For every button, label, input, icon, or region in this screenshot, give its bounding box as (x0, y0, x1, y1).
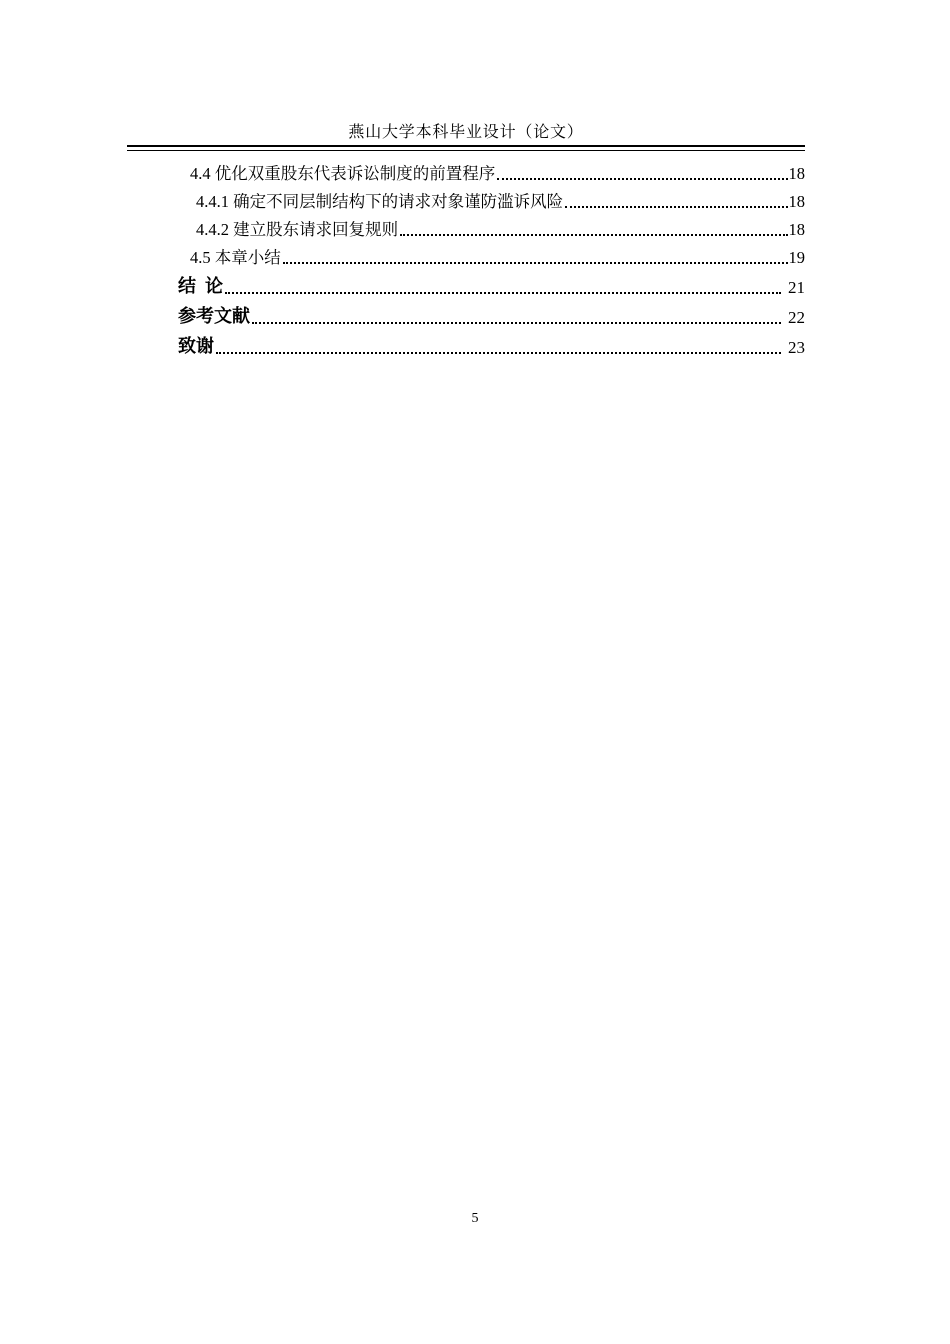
toc-entry[interactable] (127, 184, 805, 212)
toc-entry[interactable] (127, 268, 805, 298)
toc-entry-label: 4.4.2 建立股东请求回复规则 (196, 220, 399, 239)
dot-leader (252, 320, 781, 324)
dot-leader (400, 232, 787, 236)
toc-entry-label: 结 论 (178, 276, 223, 296)
dot-leader (565, 204, 787, 208)
dot-leader (283, 260, 788, 264)
toc-entry-label: 4.4.1 确定不同层制结构下的请求对象谨防滥诉风险 (196, 192, 564, 211)
toc-entry-label: 致谢 (178, 336, 214, 356)
toc-entry-page-number: 18 (788, 192, 805, 211)
toc-entry-page-number: 22 (788, 308, 805, 327)
dot-leader (225, 290, 781, 294)
toc-entry[interactable] (127, 298, 805, 328)
toc-entry-label: 4.4 优化双重股东代表诉讼制度的前置程序 (190, 164, 496, 183)
toc-entry-page-number: 18 (788, 220, 805, 239)
toc-entry[interactable] (127, 156, 805, 184)
footer-page-number: 5 (471, 1211, 479, 1226)
toc-entry[interactable] (127, 212, 805, 240)
toc-entry-page-number: 23 (788, 338, 805, 357)
toc-entry-label: 4.5 本章小结 (190, 248, 281, 267)
page-content (127, 121, 805, 358)
toc-entry[interactable] (127, 240, 805, 268)
dot-leader (497, 176, 787, 180)
header-double-rule (127, 145, 805, 151)
toc-entry-page-number: 21 (788, 278, 805, 297)
dot-leader (216, 350, 781, 354)
toc-entry[interactable] (127, 328, 805, 358)
toc-entry-page-number: 19 (788, 248, 805, 267)
toc-entry-page-number: 18 (788, 164, 805, 183)
toc-entry-label: 参考文献 (178, 306, 250, 326)
table-of-contents (127, 156, 805, 358)
running-header-title: 燕山大学本科毕业设计（论文） (348, 124, 584, 141)
